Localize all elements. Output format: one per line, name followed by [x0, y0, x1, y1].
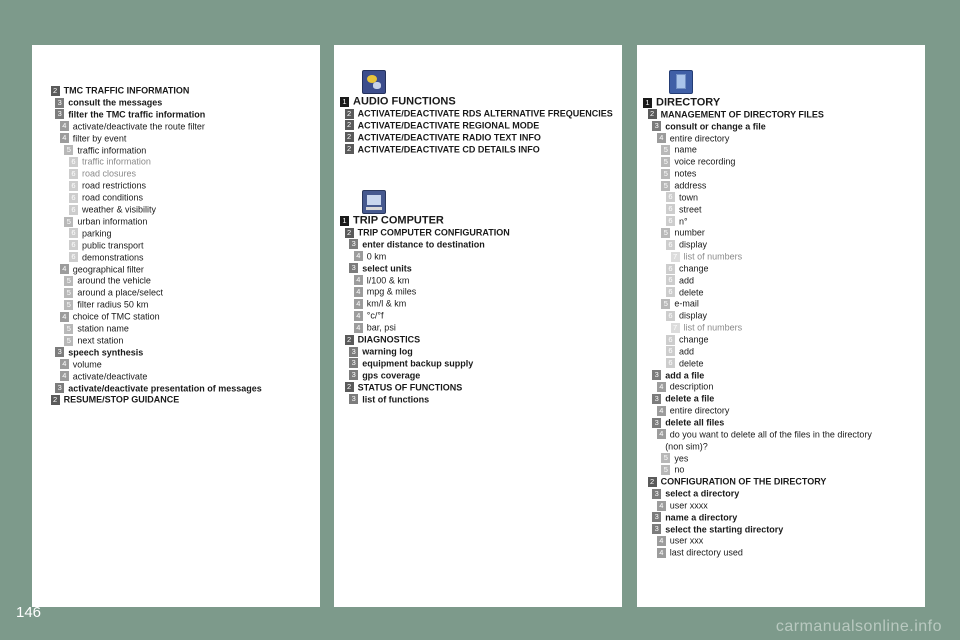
level-badge: 4	[60, 133, 69, 143]
menu-item-label: road restrictions	[82, 180, 147, 191]
menu-item-label: no	[674, 464, 685, 475]
level-badge: 5	[661, 169, 670, 179]
laptop-icon	[362, 190, 386, 214]
level-badge: 5	[661, 157, 670, 167]
menu-item-label: consult or change a file	[665, 121, 766, 132]
menu-item-level-3	[349, 238, 485, 250]
level-badge: 2	[51, 395, 60, 405]
menu-item-label: MANAGEMENT OF DIRECTORY FILES	[660, 109, 824, 120]
level-badge: 5	[661, 299, 670, 309]
menu-item-level-3	[349, 357, 473, 369]
menu-item-label: select a directory	[665, 488, 740, 499]
menu-item-label: choice of TMC station	[72, 311, 160, 322]
menu-item-level-6	[666, 357, 704, 369]
menu-item-level-4	[657, 404, 730, 416]
level-badge: 6	[666, 275, 675, 285]
level-badge: 3	[652, 489, 661, 499]
menu-item-label: warning log	[362, 346, 413, 357]
menu-item-level-6	[666, 286, 704, 298]
level-badge: 4	[657, 133, 666, 143]
menu-item-label: filter radius 50 km	[77, 299, 149, 310]
menu-item-level-4	[657, 428, 872, 440]
menu-item-label: next station	[77, 335, 124, 346]
level-badge: 5	[64, 145, 73, 155]
level-badge: 4	[657, 536, 666, 546]
menu-item-label: ACTIVATE/DEACTIVATE CD DETAILS INFO	[357, 144, 540, 155]
menu-item-label: entire directory	[669, 405, 730, 416]
menu-item-level-4	[60, 120, 205, 132]
menu-item-label: description	[669, 382, 714, 393]
menu-item-label: activate/deactivate the route filter	[72, 121, 205, 132]
menu-item-label: number	[674, 227, 705, 238]
menu-item-label: bar, psi	[366, 322, 396, 333]
menu-item-level-3	[652, 487, 739, 499]
menu-item-label: traffic information	[82, 157, 151, 168]
menu-item-level-2	[345, 131, 541, 143]
menu-item-level-5	[661, 297, 699, 309]
menu-item-level-4	[354, 274, 410, 286]
menu-item-level-6	[69, 191, 143, 203]
menu-item-label: activate/deactivate	[72, 371, 148, 382]
menu-item-level-5	[661, 226, 705, 238]
menu-item-label: add a file	[665, 370, 705, 381]
menu-item-label: n°	[679, 216, 688, 227]
menu-item-label: add	[679, 346, 695, 357]
menu-item-label: user xxxx	[669, 500, 708, 511]
left-menu-panel	[32, 45, 320, 607]
menu-item-level-4	[657, 132, 730, 144]
menu-item-label: DIRECTORY	[656, 96, 721, 109]
level-badge: 6	[69, 240, 78, 250]
menu-item-level-3	[652, 392, 714, 404]
menu-item-level-4	[354, 285, 417, 297]
menu-item-label: equipment backup supply	[362, 358, 474, 369]
level-badge: 4	[354, 323, 363, 333]
menu-item-label: urban information	[77, 216, 148, 227]
menu-item-level-2	[345, 107, 613, 119]
menu-item-level-3	[55, 346, 143, 358]
menu-item-label: change	[679, 263, 709, 274]
menu-item-level-6	[666, 215, 688, 227]
menu-item-label: voice recording	[674, 156, 736, 167]
menu-item-level-6	[69, 167, 136, 179]
menu-item-label: km/l & km	[366, 298, 407, 309]
level-badge: 2	[345, 228, 354, 238]
menu-item-label: station name	[77, 323, 129, 334]
menu-item-label: (non sim)?	[665, 441, 708, 452]
menu-item-label: town	[679, 192, 699, 203]
level-badge: 6	[666, 240, 675, 250]
menu-item-label: parking	[82, 228, 112, 239]
menu-item-label: delete all files	[665, 417, 725, 428]
menu-item-level-2	[648, 475, 827, 487]
menu-item-level-6	[666, 238, 707, 250]
menu-item-level-cont	[665, 440, 708, 452]
menu-item-level-4	[657, 380, 714, 392]
level-badge: 6	[666, 192, 675, 202]
level-badge: 2	[345, 335, 354, 345]
menu-item-label: user xxx	[669, 536, 704, 547]
menu-item-label: TRIP COMPUTER	[353, 214, 444, 227]
menu-item-level-3	[652, 511, 737, 523]
menu-item-level-2	[51, 84, 190, 96]
level-badge: 3	[55, 109, 64, 119]
level-badge: 7	[671, 323, 680, 333]
level-badge: 6	[666, 358, 675, 368]
level-badge: 2	[345, 144, 354, 154]
right-menu-panel	[637, 45, 925, 607]
menu-item-label: filter by event	[72, 133, 127, 144]
menu-item-label: select units	[362, 263, 412, 274]
menu-item-level-7	[671, 250, 743, 262]
menu-item-label: °c/°f	[366, 310, 384, 321]
menu-item-level-2	[345, 143, 540, 155]
level-badge: 6	[69, 169, 78, 179]
level-badge: 3	[55, 383, 64, 393]
menu-item-level-2	[51, 393, 180, 405]
menu-item-label: display	[679, 310, 708, 321]
level-badge: 6	[69, 157, 78, 167]
menu-item-label: TRIP COMPUTER CONFIGURATION	[357, 227, 510, 238]
level-badge: 2	[345, 120, 354, 130]
menu-item-label: speech synthesis	[68, 347, 144, 358]
level-badge: 7	[671, 252, 680, 262]
level-badge: 5	[64, 288, 73, 298]
menu-item-level-4	[60, 358, 102, 370]
level-badge: 6	[666, 264, 675, 274]
menu-item-level-2	[345, 226, 510, 238]
menu-item-label: add	[679, 275, 695, 286]
level-badge: 4	[354, 287, 363, 297]
level-badge: 5	[661, 145, 670, 155]
level-badge: 5	[661, 465, 670, 475]
menu-item-level-4	[354, 250, 387, 262]
menu-item-level-3	[349, 262, 412, 274]
menu-item-level-2	[345, 119, 540, 131]
menu-item-label: mpg & miles	[366, 287, 417, 298]
page-number: 146	[16, 604, 42, 621]
menu-item-label: consult the messages	[68, 97, 163, 108]
level-badge: 3	[349, 370, 358, 380]
menu-item-level-5	[661, 155, 735, 167]
menu-item-label: select the starting directory	[665, 524, 784, 535]
menu-item-label: weather & visibility	[82, 204, 157, 215]
menu-item-level-4	[60, 310, 160, 322]
menu-item-label: demonstrations	[82, 252, 144, 263]
level-badge: 2	[345, 132, 354, 142]
level-badge: 4	[354, 311, 363, 321]
menu-item-label: 0 km	[366, 251, 387, 262]
menu-item-level-6	[666, 191, 698, 203]
menu-item-level-4	[60, 263, 144, 275]
menu-item-level-6	[666, 274, 694, 286]
menu-item-label: filter the TMC traffic information	[68, 109, 206, 120]
menu-item-label: do you want to delete all of the files in the directory	[669, 429, 872, 440]
menu-item-level-5	[661, 463, 684, 475]
level-badge: 3	[349, 394, 358, 404]
menu-item-level-1	[340, 95, 456, 107]
menu-item-label: notes	[674, 168, 697, 179]
level-badge: 5	[64, 324, 73, 334]
level-badge: 6	[69, 252, 78, 262]
menu-item-label: name	[674, 145, 697, 156]
level-badge: 6	[666, 287, 675, 297]
menu-item-level-5	[661, 143, 697, 155]
menu-item-label: list of numbers	[683, 251, 743, 262]
menu-item-level-3	[349, 369, 420, 381]
menu-item-label: gps coverage	[362, 370, 421, 381]
level-badge: 3	[652, 524, 661, 534]
level-badge: 4	[657, 548, 666, 558]
menu-item-level-1	[643, 96, 720, 108]
menu-item-level-6	[666, 262, 709, 274]
menu-item-level-3	[55, 382, 262, 394]
menu-item-label: delete	[679, 287, 704, 298]
level-badge: 2	[51, 86, 60, 96]
menu-item-level-5	[661, 179, 706, 191]
menu-item-level-6	[69, 179, 146, 191]
menu-item-level-4	[354, 309, 384, 321]
menu-item-level-5	[64, 334, 123, 346]
menu-item-label: AUDIO FUNCTIONS	[353, 95, 456, 108]
middle-menu-panel	[334, 45, 622, 607]
menu-item-level-6	[666, 309, 707, 321]
menu-item-label: TMC TRAFFIC INFORMATION	[63, 85, 190, 96]
menu-item-label: e-mail	[674, 299, 699, 310]
level-badge: 3	[55, 98, 64, 108]
level-badge: 6	[666, 311, 675, 321]
menu-item-level-6	[666, 203, 702, 215]
menu-item-level-6	[69, 227, 112, 239]
menu-item-level-2	[648, 108, 824, 120]
menu-item-level-7	[671, 321, 743, 333]
level-badge: 4	[657, 406, 666, 416]
level-badge: 2	[345, 382, 354, 392]
menu-item-label: list of functions	[362, 394, 430, 405]
level-badge: 4	[657, 382, 666, 392]
menu-item-label: delete	[679, 358, 704, 369]
menu-item-label: around the vehicle	[77, 276, 151, 287]
menu-item-label: traffic information	[77, 145, 147, 156]
level-badge: 4	[60, 371, 69, 381]
menu-item-label: list of numbers	[683, 322, 743, 333]
level-badge: 6	[666, 335, 675, 345]
level-badge: 6	[666, 346, 675, 356]
menu-item-level-5	[64, 322, 129, 334]
level-badge: 1	[340, 216, 349, 226]
level-badge: 6	[69, 205, 78, 215]
menu-item-level-4	[354, 297, 407, 309]
menu-item-label: road closures	[82, 168, 137, 179]
menu-item-label: volume	[72, 359, 102, 370]
menu-item-label: change	[679, 334, 709, 345]
level-badge: 1	[643, 98, 652, 108]
menu-item-level-4	[60, 370, 148, 382]
menu-item-level-3	[652, 369, 704, 381]
menu-item-label: l/100 & km	[366, 275, 410, 286]
menu-item-level-5	[64, 286, 163, 298]
level-badge: 5	[64, 276, 73, 286]
menu-item-label: geographical filter	[72, 264, 144, 275]
level-badge: 3	[349, 239, 358, 249]
level-badge: 4	[60, 121, 69, 131]
menu-item-level-3	[652, 523, 783, 535]
level-badge: 2	[345, 109, 354, 119]
menu-item-level-3	[652, 416, 724, 428]
level-badge: 4	[60, 312, 69, 322]
level-badge: 2	[648, 109, 657, 119]
level-badge: 4	[354, 275, 363, 285]
level-badge: 5	[64, 336, 73, 346]
menu-item-label: road conditions	[82, 192, 144, 203]
level-badge: 3	[652, 418, 661, 428]
menu-item-label: ACTIVATE/DEACTIVATE RADIO TEXT INFO	[357, 132, 541, 143]
menu-item-label: DIAGNOSTICS	[357, 334, 421, 345]
menu-item-level-6	[69, 155, 151, 167]
level-badge: 3	[652, 394, 661, 404]
music-notes-icon	[362, 70, 386, 94]
level-badge: 6	[666, 216, 675, 226]
level-badge: 6	[666, 204, 675, 214]
menu-item-label: ACTIVATE/DEACTIVATE REGIONAL MODE	[357, 120, 540, 131]
menu-item-level-3	[652, 120, 766, 132]
menu-item-level-6	[69, 251, 144, 263]
menu-item-label: delete a file	[665, 393, 715, 404]
menu-item-label: yes	[674, 453, 689, 464]
level-badge: 4	[60, 359, 69, 369]
menu-item-label: entire directory	[669, 133, 730, 144]
menu-item-level-2	[345, 381, 463, 393]
menu-item-level-4	[657, 499, 708, 511]
level-badge: 3	[349, 358, 358, 368]
menu-item-level-4	[354, 321, 396, 333]
level-badge: 3	[55, 347, 64, 357]
level-badge: 3	[349, 263, 358, 273]
menu-item-level-3	[349, 345, 413, 357]
menu-item-level-6	[69, 239, 144, 251]
menu-item-label: CONFIGURATION OF THE DIRECTORY	[660, 476, 827, 487]
menu-item-label: RESUME/STOP GUIDANCE	[63, 395, 180, 406]
menu-item-label: address	[674, 180, 707, 191]
menu-item-level-5	[64, 215, 147, 227]
menu-item-level-5	[64, 274, 151, 286]
menu-item-label: STATUS OF FUNCTIONS	[357, 382, 463, 393]
level-badge: 3	[652, 121, 661, 131]
menu-item-label: around a place/select	[77, 287, 163, 298]
level-badge: 4	[657, 501, 666, 511]
level-badge: 4	[60, 264, 69, 274]
level-badge: 6	[69, 193, 78, 203]
level-badge: 4	[354, 299, 363, 309]
level-badge: 4	[354, 251, 363, 261]
menu-item-label: enter distance to destination	[362, 239, 485, 250]
menu-item-level-4	[657, 546, 743, 558]
level-badge: 6	[69, 181, 78, 191]
menu-item-label: display	[679, 239, 708, 250]
watermark: carmanualsonline.info	[775, 618, 942, 635]
level-badge: 5	[661, 228, 670, 238]
level-badge: 5	[64, 300, 73, 310]
level-badge: 5	[661, 453, 670, 463]
menu-item-label: street	[679, 204, 702, 215]
level-badge: 2	[648, 477, 657, 487]
menu-item-level-5	[64, 144, 146, 156]
menu-item-label: activate/deactivate presentation of messages	[68, 383, 262, 394]
level-badge: 3	[652, 370, 661, 380]
level-badge: 5	[661, 181, 670, 191]
level-badge: 3	[652, 512, 661, 522]
level-badge: 6	[69, 228, 78, 238]
level-badge: 1	[340, 97, 349, 107]
menu-item-level-5	[661, 452, 688, 464]
menu-item-level-5	[661, 167, 696, 179]
menu-item-label: last directory used	[669, 547, 743, 558]
address-book-icon	[669, 70, 693, 94]
level-badge: 3	[349, 347, 358, 357]
menu-item-level-3	[55, 96, 162, 108]
menu-item-level-5	[64, 298, 148, 310]
menu-item-level-6	[69, 203, 156, 215]
level-badge: 5	[64, 217, 73, 227]
level-badge: 4	[657, 429, 666, 439]
menu-item-level-6	[666, 333, 709, 345]
menu-item-label: public transport	[82, 240, 144, 251]
menu-item-label: name a directory	[665, 512, 738, 523]
menu-item-level-6	[666, 345, 694, 357]
menu-item-level-1	[340, 214, 444, 226]
menu-item-level-2	[345, 333, 421, 345]
menu-item-level-3	[349, 393, 429, 405]
menu-item-level-4	[60, 132, 127, 144]
menu-item-level-3	[55, 108, 205, 120]
menu-item-level-4	[657, 534, 704, 546]
menu-item-label: ACTIVATE/DEACTIVATE RDS ALTERNATIVE FREQUENCIES	[357, 108, 613, 119]
